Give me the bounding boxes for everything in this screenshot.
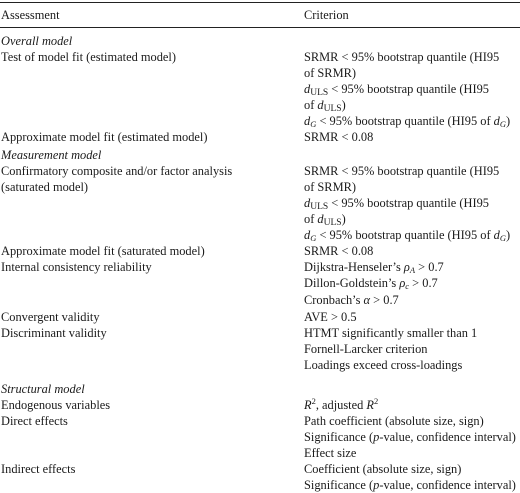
duls-text: < 95% bootstrap quantile (HI95 — [328, 196, 489, 210]
row-discriminant — [0, 325, 520, 341]
row-test-fit-4 — [0, 97, 520, 113]
sq-superscript: 2 — [311, 396, 316, 406]
d-symbol: d — [493, 228, 500, 242]
label-discriminant: Discriminant validity — [1, 326, 107, 340]
crit-r2 — [304, 397, 378, 413]
d-symbol: d — [317, 212, 324, 226]
crit-coef: Coefficient (absolute size, sign) — [304, 462, 462, 476]
crit-dg-line — [304, 227, 510, 243]
label-internal: Internal consistency reliability — [1, 260, 152, 274]
row-test-fit-3 — [0, 81, 520, 97]
crit-significance — [304, 429, 516, 445]
crit-srmr-008: SRMR < 0.08 — [304, 244, 374, 258]
crit-fornell: Fornell-Larcker criterion — [304, 342, 428, 356]
label-cca-2: (saturated model) — [1, 180, 89, 194]
row-test-fit — [0, 49, 520, 65]
crit-duls-line2 — [304, 211, 346, 227]
section-structural — [0, 381, 520, 397]
d-symbol: d — [317, 98, 324, 112]
dillon-text: Dillon-Goldstein’s — [304, 276, 400, 290]
label-convergent: Convergent validity — [1, 310, 100, 324]
crit-path-coef: Path coefficient (absolute size, sign) — [304, 414, 484, 428]
uls-subscript: ULS — [323, 104, 342, 114]
close-paren: ) — [506, 114, 511, 128]
row-endogenous — [0, 397, 520, 413]
header-assessment: Assessment — [1, 8, 60, 22]
header-rule — [0, 27, 520, 28]
header-row — [0, 7, 520, 23]
close-paren: ) — [341, 212, 346, 226]
row-discriminant-3 — [0, 357, 520, 373]
d-symbol: d — [304, 82, 311, 96]
row-cca-3 — [0, 195, 520, 211]
label-test-fit: Test of model fit (estimated model) — [1, 50, 176, 64]
dg-text: < 95% bootstrap quantile (HI95 of — [316, 228, 494, 242]
crit-dg-line — [304, 113, 510, 129]
p-symbol: p — [373, 478, 380, 492]
top-rule — [0, 2, 520, 3]
g-subscript: G — [499, 119, 507, 129]
uls-subscript: ULS — [323, 218, 342, 228]
label-endogenous: Endogenous variables — [1, 398, 111, 412]
of-text: of — [304, 212, 318, 226]
row-direct-3 — [0, 445, 520, 461]
row-cca-2 — [0, 179, 520, 195]
row-indirect — [0, 461, 520, 477]
row-approx-sat — [0, 243, 520, 259]
crit-dillon — [304, 275, 438, 291]
section-overall — [0, 33, 520, 49]
r-symbol: R — [304, 398, 312, 412]
duls-text: < 95% bootstrap quantile (HI95 — [328, 82, 489, 96]
crit-effect-size: Effect size — [304, 446, 357, 460]
crit-duls-line1 — [304, 81, 489, 97]
crit-loadings: Loadings exceed cross-loadings — [304, 358, 463, 372]
row-cca — [0, 163, 520, 179]
row-indirect-2 — [0, 477, 520, 493]
uls-subscript: ULS — [310, 202, 329, 212]
crit-srmr-line1: SRMR < 95% bootstrap quantile (HI95 — [304, 50, 500, 64]
header-criterion: Criterion — [304, 8, 349, 22]
d-symbol: d — [304, 228, 311, 242]
row-test-fit-2 — [0, 65, 520, 81]
row-convergent — [0, 309, 520, 325]
crit-ave: AVE > 0.5 — [304, 310, 357, 324]
g-subscript: G — [499, 233, 507, 243]
label-indirect: Indirect effects — [1, 462, 76, 476]
dg-text: < 95% bootstrap quantile (HI95 of — [316, 114, 494, 128]
crit-duls-line1 — [304, 195, 489, 211]
label-direct: Direct effects — [1, 414, 68, 428]
row-internal-2 — [0, 275, 520, 291]
close-paren: ) — [341, 98, 346, 112]
section-measurement — [0, 147, 520, 163]
rho-symbol: ρ — [399, 276, 406, 290]
row-internal — [0, 259, 520, 275]
g-subscript: G — [310, 119, 317, 129]
row-discriminant-2 — [0, 341, 520, 357]
gt-07: > 0.7 — [409, 276, 438, 290]
row-cca-5 — [0, 227, 520, 243]
a-subscript: A — [409, 265, 416, 275]
adjusted-text: , adjusted — [315, 398, 367, 412]
crit-htmt: HTMT significantly smaller than 1 — [304, 326, 478, 340]
signif-a: Significance ( — [304, 478, 374, 492]
row-cca-4 — [0, 211, 520, 227]
signif-a: Significance ( — [304, 430, 374, 444]
cronbach-text: Cronbach’s — [304, 293, 364, 307]
label-approx-est: Approximate model fit (estimated model) — [1, 130, 208, 144]
crit-duls-line2 — [304, 97, 346, 113]
label-cca-1: Confirmatory composite and/or factor analysis — [1, 164, 233, 178]
section-overall-title: Overall model — [1, 34, 73, 48]
signif-b: -value, confidence interval) — [379, 430, 516, 444]
sq-superscript: 2 — [374, 396, 379, 406]
row-test-fit-5 — [0, 113, 520, 129]
crit-srmr-line2: of SRMR) — [304, 180, 356, 194]
row-internal-3 — [0, 292, 520, 308]
crit-srmr-008: SRMR < 0.08 — [304, 130, 374, 144]
crit-srmr-line2: of SRMR) — [304, 66, 356, 80]
dijkstra-text: Dijkstra-Henseler’s — [304, 260, 404, 274]
crit-cronbach — [304, 292, 399, 308]
of-text: of — [304, 98, 318, 112]
d-symbol: d — [304, 196, 311, 210]
section-structural-title: Structural model — [1, 382, 85, 396]
c-subscript: c — [405, 281, 410, 291]
signif-b: -value, confidence interval) — [379, 478, 516, 492]
crit-significance — [304, 477, 516, 493]
p-symbol: p — [373, 430, 380, 444]
rho-symbol: ρ — [403, 260, 410, 274]
label-approx-sat: Approximate model fit (saturated model) — [1, 244, 205, 258]
row-direct — [0, 413, 520, 429]
gt-07: > 0.7 — [370, 293, 399, 307]
g-subscript: G — [310, 233, 317, 243]
crit-dijkstra — [304, 259, 444, 275]
d-symbol: d — [493, 114, 500, 128]
close-paren: ) — [506, 228, 511, 242]
gt-07: > 0.7 — [415, 260, 444, 274]
d-symbol: d — [304, 114, 311, 128]
row-approx-est — [0, 129, 520, 145]
uls-subscript: ULS — [310, 88, 329, 98]
crit-srmr-line1: SRMR < 95% bootstrap quantile (HI95 — [304, 164, 500, 178]
r-symbol: R — [366, 398, 374, 412]
row-direct-2 — [0, 429, 520, 445]
section-measurement-title: Measurement model — [1, 148, 102, 162]
alpha-symbol: α — [363, 293, 371, 307]
